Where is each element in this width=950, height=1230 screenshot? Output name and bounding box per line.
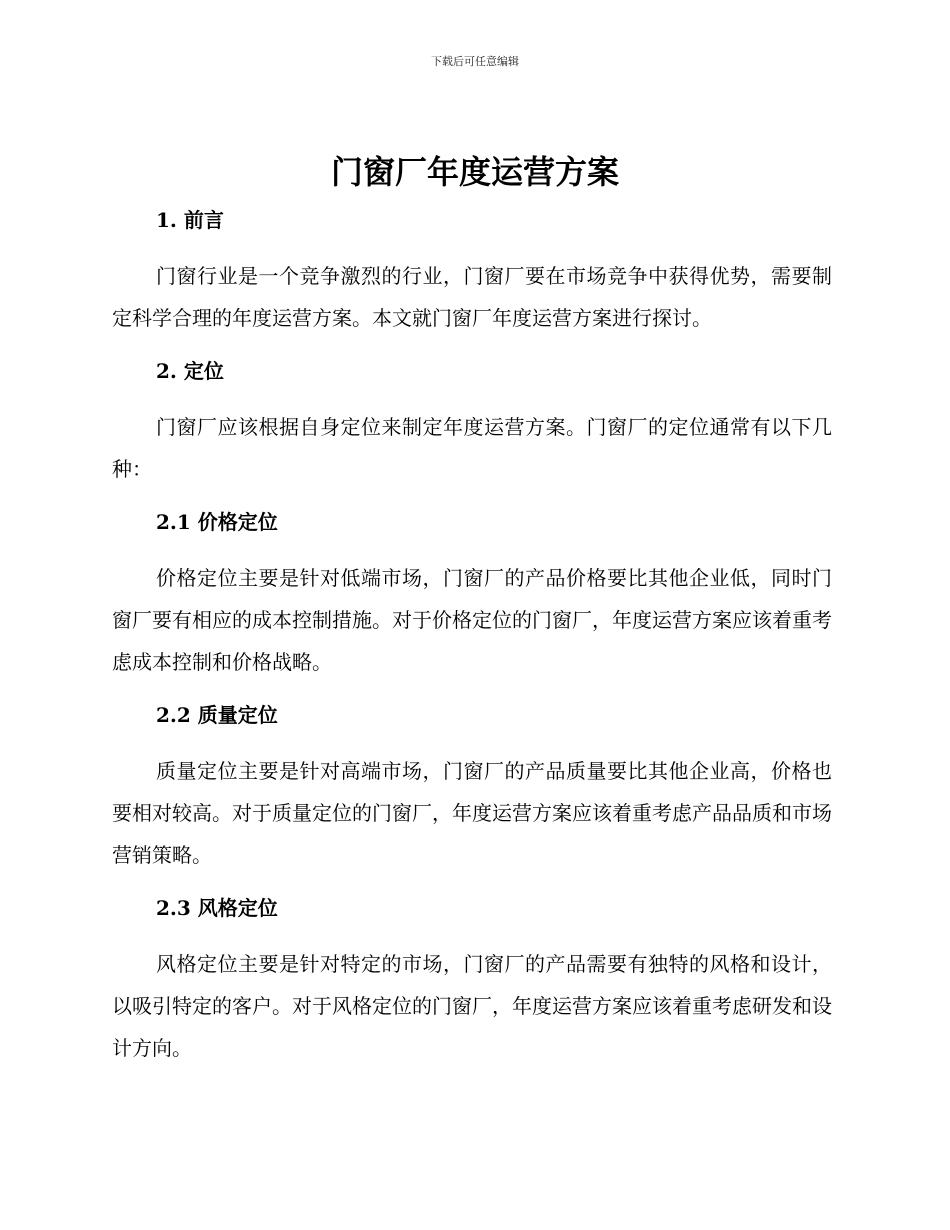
section-paragraph-positioning: 门窗厂应该根据自身定位来制定年度运营方案。门窗厂的定位通常有以下几种： xyxy=(112,415,832,481)
section-heading-positioning: 2. 定位 xyxy=(156,359,224,383)
section-heading-style-positioning: 2.3 风格定位 xyxy=(156,896,278,920)
document-title: 门窗厂年度运营方案 xyxy=(330,153,619,191)
section-paragraph-preface: 门窗行业是一个竞争激烈的行业，门窗厂要在市场竞争中获得优势，需要制定科学合理的年度运营方案。本文就门窗厂年度运营方案进行探讨。 xyxy=(112,264,832,330)
document-body xyxy=(112,200,832,1069)
section-paragraph-quality-positioning: 质量定位主要是针对高端市场，门窗厂的产品质量要比其他企业高，价格也要相对较高。对于质量定位的门窗厂，年度运营方案应该着重考虑产品品质和市场营销策略。 xyxy=(112,759,832,867)
section-heading-quality-positioning: 2.2 质量定位 xyxy=(156,703,278,727)
section-heading-preface: 1. 前言 xyxy=(156,208,224,232)
section-paragraph-price-positioning: 价格定位主要是针对低端市场，门窗厂的产品价格要比其他企业低，同时门窗厂要有相应的成本控制措施。对于价格定位的门窗厂，年度运营方案应该着重考虑成本控制和价格战略。 xyxy=(112,566,832,674)
section-heading-price-positioning: 2.1 价格定位 xyxy=(156,510,278,534)
section-paragraph-style-positioning: 风格定位主要是针对特定的市场，门窗厂的产品需要有独特的风格和设计，以吸引特定的客户。对于风格定位的门窗厂，年度运营方案应该着重考虑研发和设计方向。 xyxy=(112,952,832,1060)
page-header-note: 下载后可任意编辑 xyxy=(431,55,519,68)
